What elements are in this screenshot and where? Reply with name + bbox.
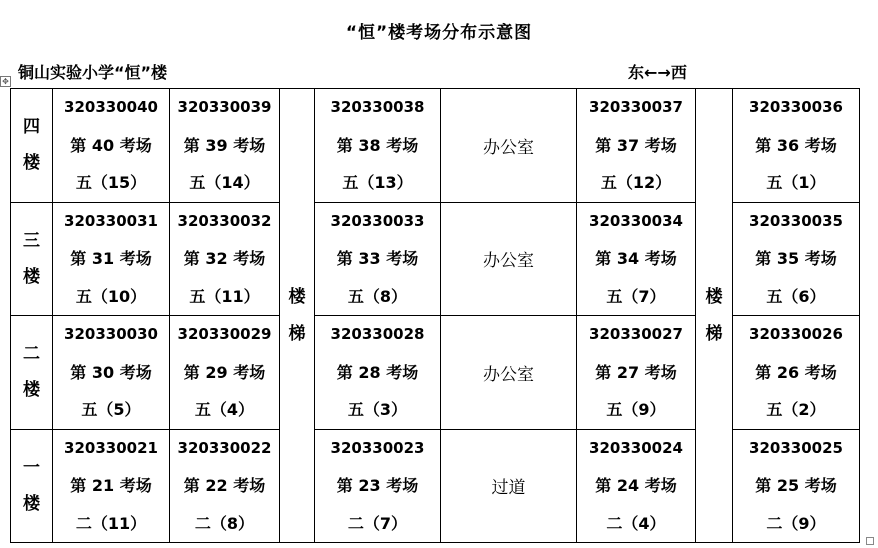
stairs-right: 楼 梯 — [696, 89, 733, 543]
office-cell: 办公室 — [441, 316, 577, 430]
exam-room-cell: 320330035 第 35 考场 五（6） — [733, 202, 860, 316]
exam-room-table — [10, 88, 860, 543]
exam-room-cell: 320330023 第 23 考场 二（7） — [315, 429, 441, 543]
exam-room-cell: 320330022 第 22 考场 二（8） — [170, 429, 280, 543]
table-move-handle-icon[interactable]: ✥ — [0, 76, 11, 87]
stairs-left: 楼 梯 — [280, 89, 315, 543]
exam-room-cell: 320330024 第 24 考场 二（4） — [577, 429, 696, 543]
floor-row-3 — [11, 202, 860, 316]
floor-row-4 — [11, 89, 860, 203]
exam-room-cell: 320330029 第 29 考场 五（4） — [170, 316, 280, 430]
floor-label: 三 楼 — [11, 202, 53, 316]
page-title: “恒”楼考场分布示意图 — [345, 23, 533, 43]
school-name: 铜山实验小学“恒”楼 — [18, 63, 168, 82]
office-cell: 办公室 — [441, 202, 577, 316]
exam-room-cell: 320330040 第 40 考场 五（15） — [53, 89, 170, 203]
exam-room-cell: 320330028 第 28 考场 五（3） — [315, 316, 441, 430]
exam-room-cell: 320330032 第 32 考场 五（11） — [170, 202, 280, 316]
table-resize-handle[interactable] — [866, 537, 874, 545]
exam-room-cell: 320330036 第 36 考场 五（1） — [733, 89, 860, 203]
exam-room-cell: 320330034 第 34 考场 五（7） — [577, 202, 696, 316]
exam-room-cell: 320330037 第 37 考场 五（12） — [577, 89, 696, 203]
exam-room-cell: 320330030 第 30 考场 五（5） — [53, 316, 170, 430]
floor-label: 二 楼 — [11, 316, 53, 430]
exam-room-cell: 320330026 第 26 考场 五（2） — [733, 316, 860, 430]
corridor-cell: 过道 — [441, 429, 577, 543]
exam-room-cell: 320330021 第 21 考场 二（11） — [53, 429, 170, 543]
exam-room-cell: 320330031 第 31 考场 五（10） — [53, 202, 170, 316]
exam-room-cell: 320330025 第 25 考场 二（9） — [733, 429, 860, 543]
floor-row-1 — [11, 429, 860, 543]
exam-room-cell: 320330039 第 39 考场 五（14） — [170, 89, 280, 203]
floor-label: 四 楼 — [11, 89, 53, 203]
exam-room-cell: 320330027 第 27 考场 五（9） — [577, 316, 696, 430]
exam-room-cell: 320330038 第 38 考场 五（13） — [315, 89, 441, 203]
direction-label: 东←→西 — [628, 63, 687, 82]
office-cell: 办公室 — [441, 89, 577, 203]
floor-row-2 — [11, 316, 860, 430]
exam-room-cell: 320330033 第 33 考场 五（8） — [315, 202, 441, 316]
floor-label: 一 楼 — [11, 429, 53, 543]
